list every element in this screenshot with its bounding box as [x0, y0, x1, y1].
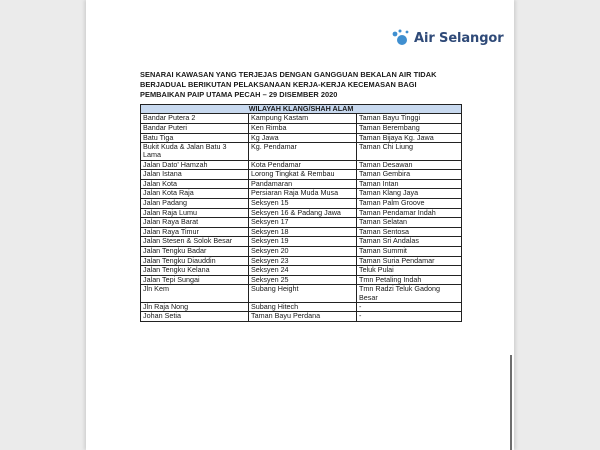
table-cell: Kg. Pendamar — [249, 143, 357, 160]
table-cell: Taman Bayu Tinggi — [357, 114, 462, 124]
table-cell: Taman Suria Pendamar — [357, 256, 462, 266]
table-row — [141, 218, 462, 228]
table-cell: Taman Desawan — [357, 160, 462, 170]
table-cell: Taman Sri Andalas — [357, 237, 462, 247]
table-cell: Jalan Tengku Kelana — [141, 266, 249, 276]
table-row — [141, 143, 462, 160]
document-heading — [140, 70, 470, 100]
table-cell: Taman Sentosa — [357, 227, 462, 237]
table-cell: Ken Rimba — [249, 124, 357, 134]
table-cell: Lorong Tingkat & Rembau — [249, 170, 357, 180]
water-drop-icon — [391, 28, 411, 48]
table-row — [141, 227, 462, 237]
table-cell: Subang Hitech — [249, 302, 357, 312]
region-header: WILAYAH KLANG/SHAH ALAM — [141, 105, 462, 114]
table-cell: Seksyen 23 — [249, 256, 357, 266]
table-cell: Taman Selatan — [357, 218, 462, 228]
table-cell: Jln Raja Nong — [141, 302, 249, 312]
table-cell: Taman Summit — [357, 246, 462, 256]
table-row — [141, 189, 462, 199]
table-cell: Seksyen 19 — [249, 237, 357, 247]
table-cell: Jalan Kota Raja — [141, 189, 249, 199]
table-row — [141, 160, 462, 170]
brand-name: Air Selangor — [414, 30, 504, 46]
heading-line: SENARAI KAWASAN YANG TERJEJAS DENGAN GANGGUAN BEKALAN AIR TIDAK — [140, 70, 437, 79]
table-cell: Johan Setia — [141, 312, 249, 322]
table-cell: Tmn Petaling Indah — [357, 275, 462, 285]
table-cell: Taman Pendamar Indah — [357, 208, 462, 218]
table-cell: Bukit Kuda & Jalan Batu 3 Lama — [141, 143, 249, 160]
table-cell: Tmn Radzi Teluk Gadong Besar — [357, 285, 462, 302]
table-row — [141, 124, 462, 134]
table-cell: Pandamaran — [249, 179, 357, 189]
table-cell: - — [357, 312, 462, 322]
table-cell: Bandar Puteri — [141, 124, 249, 134]
table-cell: Jalan Raja Lumu — [141, 208, 249, 218]
table-cell: Taman Klang Jaya — [357, 189, 462, 199]
table-row — [141, 275, 462, 285]
table-row — [141, 133, 462, 143]
table-cell: Kg Jawa — [249, 133, 357, 143]
table-cell: Jalan Kota — [141, 179, 249, 189]
table-row — [141, 114, 462, 124]
table-cell: Taman Gembira — [357, 170, 462, 180]
table-row — [141, 179, 462, 189]
table-row — [141, 170, 462, 180]
table-row — [141, 256, 462, 266]
table-cell: Seksyen 18 — [249, 227, 357, 237]
table-row — [141, 302, 462, 312]
table-cell: Persiaran Raja Muda Musa — [249, 189, 357, 199]
table-cell: Teluk Pulai — [357, 266, 462, 276]
table-row — [141, 198, 462, 208]
table-cell: Taman Berembang — [357, 124, 462, 134]
table-cell: Seksyen 20 — [249, 246, 357, 256]
table-cell: Kampung Kastam — [249, 114, 357, 124]
table-cell: Bandar Putera 2 — [141, 114, 249, 124]
table-cell: Subang Height — [249, 285, 357, 302]
table-cell: Taman Chi Liung — [357, 143, 462, 160]
table-cell: Seksyen 24 — [249, 266, 357, 276]
table-cell: Taman Bayu Perdana — [249, 312, 357, 322]
table-row — [141, 237, 462, 247]
affected-areas-table — [140, 104, 462, 322]
scrollbar[interactable] — [510, 355, 512, 450]
table-row — [141, 246, 462, 256]
table-cell: Jalan Stesen & Solok Besar — [141, 237, 249, 247]
table-cell: Jalan Dato' Hamzah — [141, 160, 249, 170]
table-cell: Jln Kem — [141, 285, 249, 302]
table-cell: - — [357, 302, 462, 312]
table-cell: Taman Palm Groove — [357, 198, 462, 208]
table-cell: Jalan Tengku Diauddin — [141, 256, 249, 266]
table-cell: Jalan Tengku Badar — [141, 246, 249, 256]
table-cell: Taman Intan — [357, 179, 462, 189]
table-cell: Jalan Padang — [141, 198, 249, 208]
table-row — [141, 285, 462, 302]
background-left — [0, 0, 86, 450]
air-selangor-logo — [391, 26, 504, 50]
table-cell: Jalan Raya Barat — [141, 218, 249, 228]
table-cell: Seksyen 15 — [249, 198, 357, 208]
table-row — [141, 266, 462, 276]
table-cell: Jalan Tepi Sungai — [141, 275, 249, 285]
table-row — [141, 208, 462, 218]
heading-line: PEMBAIKAN PAIP UTAMA PECAH – 29 DISEMBER 2020 — [140, 90, 338, 99]
table-body — [141, 114, 462, 322]
table-cell: Jalan Istana — [141, 170, 249, 180]
table-cell: Seksyen 16 & Padang Jawa — [249, 208, 357, 218]
heading-line: BERJADUAL BERIKUTAN PELAKSANAAN KERJA-KERJA KECEMASAN BAGI — [140, 80, 417, 89]
table-row — [141, 312, 462, 322]
table-header-row — [141, 105, 462, 114]
table-cell: Taman Bijaya Kg. Jawa — [357, 133, 462, 143]
table-cell: Seksyen 25 — [249, 275, 357, 285]
table-cell: Jalan Raya Timur — [141, 227, 249, 237]
table-cell: Seksyen 17 — [249, 218, 357, 228]
table-cell: Batu Tiga — [141, 133, 249, 143]
table-cell: Kota Pendamar — [249, 160, 357, 170]
background-right — [514, 0, 600, 450]
